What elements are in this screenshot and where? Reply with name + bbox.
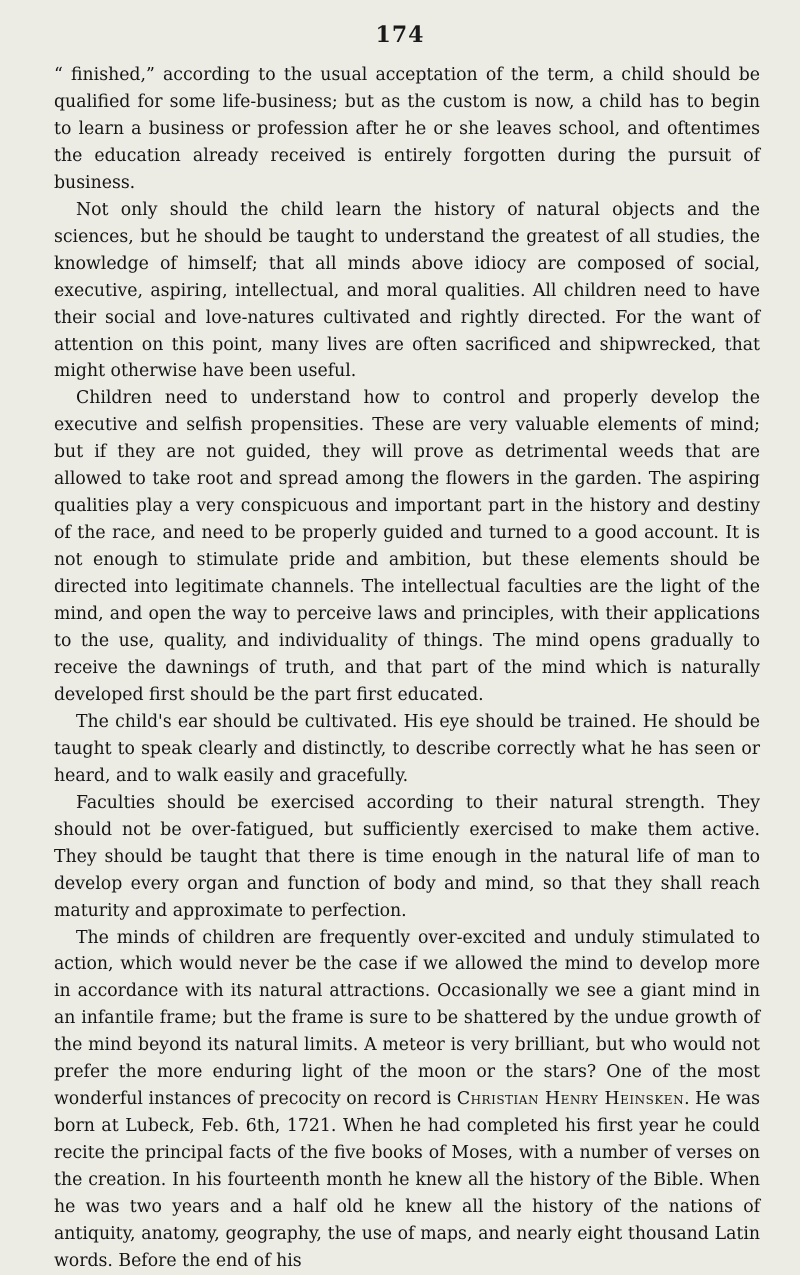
paragraph-1: “ finished,” according to the usual acceptation of the term, a child should be qualified for some life-business; but as the custom is now, a child has to begin to learn a business or profession after he or she leaves school, and oftentimes the education already received is entirely forgotten during the pursuit of business.	[54, 65, 760, 193]
body-text	[54, 62, 760, 1275]
person-name: Christian Henry Heinsken	[456, 1089, 685, 1110]
paragraph-5: Faculties should be exercised according to their natural strength. They should not be over-fatigued, but sufficiently exercised to make them active. They should be taught that there is time enough in the natural life of man to develop every organ and function of body and mind, so that they shall reach maturity and approximate to perfection.	[54, 792, 760, 921]
paragraph-4: The child's ear should be cultivated. His eye should be trained. He should be taught to speak clearly and distinctly, to describe correctly what he has seen or heard, and to walk easily and gracefully.	[54, 711, 760, 786]
paragraph-6-text-before: The minds of children are frequently over-excited and unduly stimulated to action, which would never be the case if we allowed the mind to develop more in accordance with its natural attractions. Occasionally we see a giant mind in an infantile frame; but the frame is sure to be shattered by the undue growth of the mind beyond its natural limits. A meteor is very brilliant, but who would not prefer the more enduring light of the moon or the stars? One of the most wonderful instances of precocity on record is	[54, 927, 760, 1110]
paragraph-2: Not only should the child learn the history of natural objects and the sciences, but he should be taught to understand the greatest of all studies, the knowledge of himself; that all minds above idiocy are composed of social, executive, aspiring, intellectual, and moral qualities. All children need to have their social and love-natures cultivated and rightly directed. For the want of attention on this point, many lives are often sacrificed and shipwrecked, that might otherwise have been useful.	[54, 199, 760, 382]
paragraph-6	[54, 925, 760, 1275]
paragraph-3: Children need to understand how to control and properly develop the executive and selfish propensities. These are very valuable elements of mind; but if they are not guided, they will prove as detrimental weeds that are allowed to take root and spread among the flowers in the garden. The aspiring qualities play a very conspicuous and important part in the history and destiny of the race, and need to be properly guided and turned to a good account. It is not enough to stimulate pride and ambition, but these elements should be directed into legitimate channels. The intellectual faculties are the light of the mind, and open the way to perceive laws and principles, with their applications to the use, quality, and individuality of things. The mind opens gradually to receive the dawnings of truth, and that part of the mind which is naturally developed first should be the part first educated.	[54, 388, 760, 705]
paragraph-6-text-after: . He was born at Lubeck, Feb. 6th, 1721. When he had completed his first year he could recite the principal facts of the five books of Moses, with a number of verses on the creation. In his fourteenth month he knew all the history of the Bible. When he was two years and a half old he knew all the history of the nations of antiquity, anatomy, geography, the use of maps, and nearly eight thousand Latin words. Before the end of his	[54, 1089, 761, 1271]
page-number: 174	[375, 22, 425, 48]
